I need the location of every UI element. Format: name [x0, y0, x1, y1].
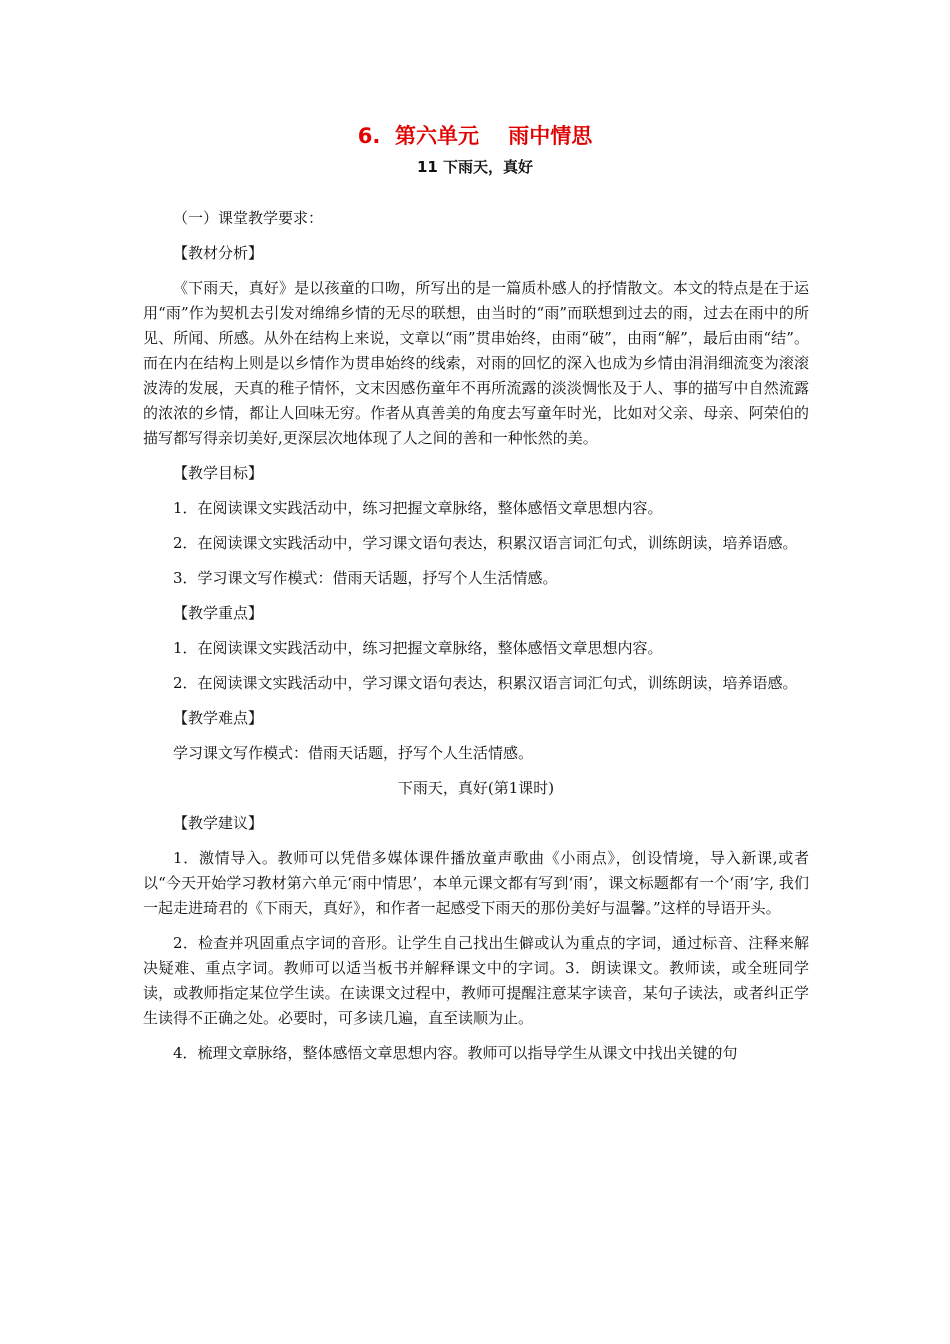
goal-item: 3．学习课文写作模式：借雨天话题，抒写个人生活情感。: [173, 569, 558, 587]
key-point-item: 2．在阅读课文实践活动中，学习课文语句表达，积累汉语言词汇句式，训练朗读，培养语感。: [173, 674, 798, 692]
lesson-period-title: 下雨天，真好(第1课时): [397, 779, 555, 797]
lesson-subtitle: 11 下雨天，真好: [416, 158, 534, 176]
suggestion-item: 1．激情导入。教师可以凭借多媒体课件播放童声歌曲《小雨点》，创设情境，导入新课,或者以“今天开始学习教材第六单元‘雨中情思’，本单元课文都有写到‘雨’，课文标题都有一个‘雨’字, 我们一起走进琦君的《下雨天，真好》，和作者一起感受下雨天的那份美好与温馨。”这样的导语开头。: [143, 849, 809, 917]
suggestions-heading: 【教学建议】: [173, 814, 264, 832]
unit-title: 6. 第六单元 雨中情思: [357, 124, 593, 148]
key-points-heading: 【教学重点】: [173, 604, 264, 622]
goal-item: 2．在阅读课文实践活动中，学习课文语句表达，积累汉语言词汇句式，训练朗读，培养语感。: [173, 534, 798, 552]
analysis-paragraph: 《下雨天，真好》是以孩童的口吻，所写出的是一篇质朴感人的抒情散文。本文的特点是在于运用“雨”作为契机去引发对绵绵乡情的无尽的联想，由当时的“雨”而联想到过去的雨，过去在雨中的所见、所闻、所感。从外在结构上来说，文章以“雨”贯串始终，由雨“破”，由雨“解”，最后由雨“结”。而在内在结构上则是以乡情作为贯串始终的线索，对雨的回忆的深入也成为乡情由涓涓细流变为滚滚波涛的发展，天真的稚子情怀，文末因感伤童年不再所流露的淡淡惆怅及于人、事的描写中自然流露的浓浓的乡情，都让人回味无穷。作者从真善美的角度去写童年时光，比如对父亲、母亲、阿荣伯的描写都写得亲切美好,更深层次地体现了人之间的善和一种怅然的美。: [143, 279, 809, 447]
suggestion-item: 2．检查并巩固重点字词的音形。让学生自己找出生僻或认为重点的字词，通过标音、注释来解决疑难、重点字词。教师可以适当板书并解释课文中的字词。3．朗读课文。教师读，或全班同学读，或教师指定某位学生读。在读课文过程中，教师可提醒注意某字读音，某句子读法，或者纠正学生读得不正确之处。必要时，可多读几遍，直至读顺为止。: [143, 934, 809, 1027]
key-point-item: 1．在阅读课文实践活动中，练习把握文章脉络，整体感悟文章思想内容。: [173, 639, 663, 657]
goals-heading: 【教学目标】: [173, 464, 264, 482]
document-body: [143, 206, 809, 1076]
suggestion-item: 4．梳理文章脉络，整体感悟文章思想内容。教师可以指导学生从课文中找出关键的句: [173, 1044, 738, 1062]
goal-item: 1．在阅读课文实践活动中，练习把握文章脉络，整体感悟文章思想内容。: [173, 499, 663, 517]
difficulty-paragraph: 学习课文写作模式：借雨天话题，抒写个人生活情感。: [173, 744, 534, 762]
difficulty-heading: 【教学难点】: [173, 709, 264, 727]
requirements-heading: （一）课堂教学要求：: [173, 209, 324, 227]
analysis-heading: 【教材分析】: [173, 244, 264, 262]
